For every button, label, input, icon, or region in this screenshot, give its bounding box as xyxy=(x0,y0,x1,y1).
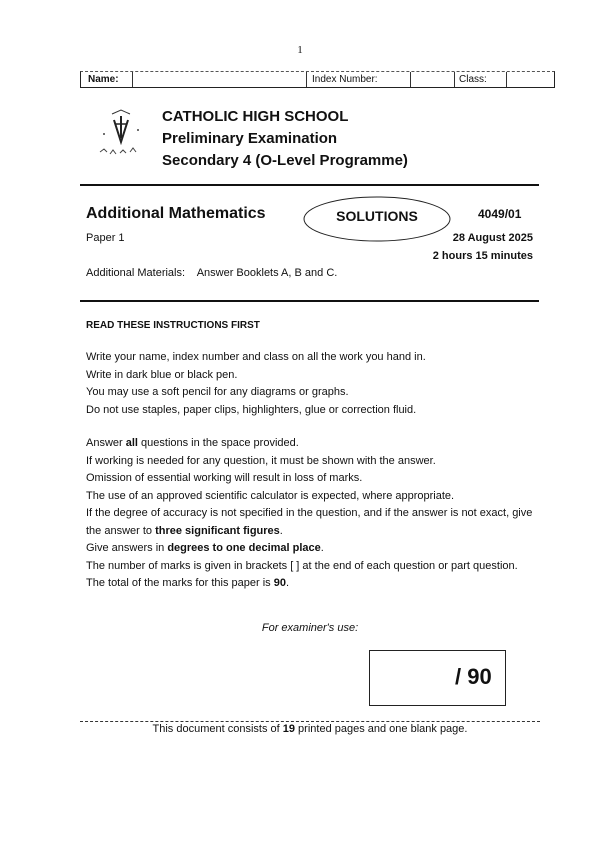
name-label: Name: xyxy=(88,74,119,85)
subject-title: Additional Mathematics xyxy=(86,205,266,222)
solutions-stamp xyxy=(302,195,452,243)
page-count-footer: This document consists of 19 printed pages and one blank page. xyxy=(152,723,468,735)
additional-materials xyxy=(86,267,337,279)
solutions-stamp-text: SOLUTIONS xyxy=(336,208,418,224)
total-score: / 90 xyxy=(455,664,492,689)
divider xyxy=(80,300,539,302)
instruction-line: Write your name, index number and class on all the work you hand in. xyxy=(86,351,426,363)
school-name: CATHOLIC HIGH SCHOOL xyxy=(162,108,349,125)
examiner-use-label: For examiner's use: xyxy=(261,622,359,634)
programme-level: Secondary 4 (O-Level Programme) xyxy=(162,152,408,169)
instruction-line: Write in dark blue or black pen. xyxy=(86,368,238,381)
instruction-line: If working is needed for any question, it must be shown with the answer. xyxy=(86,454,436,467)
instructions-heading: READ THESE INSTRUCTIONS FIRST xyxy=(86,320,260,331)
instruction-line: Give answers in degrees to one decimal place. xyxy=(86,542,324,554)
divider xyxy=(454,72,455,87)
divider xyxy=(132,72,133,87)
instruction-line: Omission of essential working will result in loss of marks. xyxy=(86,472,363,484)
divider xyxy=(80,184,539,186)
instruction-line: The total of the marks for this paper is 90. xyxy=(86,577,290,589)
school-header xyxy=(162,106,408,172)
exam-title: Preliminary Examination xyxy=(162,130,338,147)
instruction-line: The use of an approved scientific calculator is expected, where appropriate. xyxy=(86,489,455,502)
exam-date: 28 August 2025 xyxy=(452,232,533,244)
instruction-line: You may use a soft pencil for any diagrams or graphs. xyxy=(86,386,349,398)
materials-label: Additional Materials: xyxy=(86,267,186,279)
school-crest-icon xyxy=(98,108,144,160)
divider xyxy=(410,72,411,87)
paper-number: Paper 1 xyxy=(86,232,125,244)
instructions-block-1 xyxy=(86,349,538,419)
instructions-block-2 xyxy=(86,435,538,593)
instruction-line: Do not use staples, paper clips, highlighters, glue or correction fluid. xyxy=(86,403,417,416)
class-label: Class: xyxy=(459,74,487,85)
candidate-details-bar xyxy=(80,71,555,88)
instruction-line: If the degree of accuracy is not specified in the question, and if the answer is not exact, give the answer to three significant figures. xyxy=(86,507,533,537)
materials-value: Answer Booklets A, B and C. xyxy=(196,267,338,279)
instruction-line: Answer all questions in the space provided. xyxy=(86,437,299,449)
divider xyxy=(506,72,507,87)
divider xyxy=(306,72,307,87)
paper-code: 4049/01 xyxy=(478,207,522,221)
page-number: 1 xyxy=(297,44,303,56)
index-number-label: Index Number: xyxy=(312,74,378,85)
exam-duration: 2 hours 15 minutes xyxy=(432,250,533,262)
divider xyxy=(80,721,540,722)
instruction-line: The number of marks is given in brackets [ ] at the end of each question or part question. xyxy=(86,559,518,572)
